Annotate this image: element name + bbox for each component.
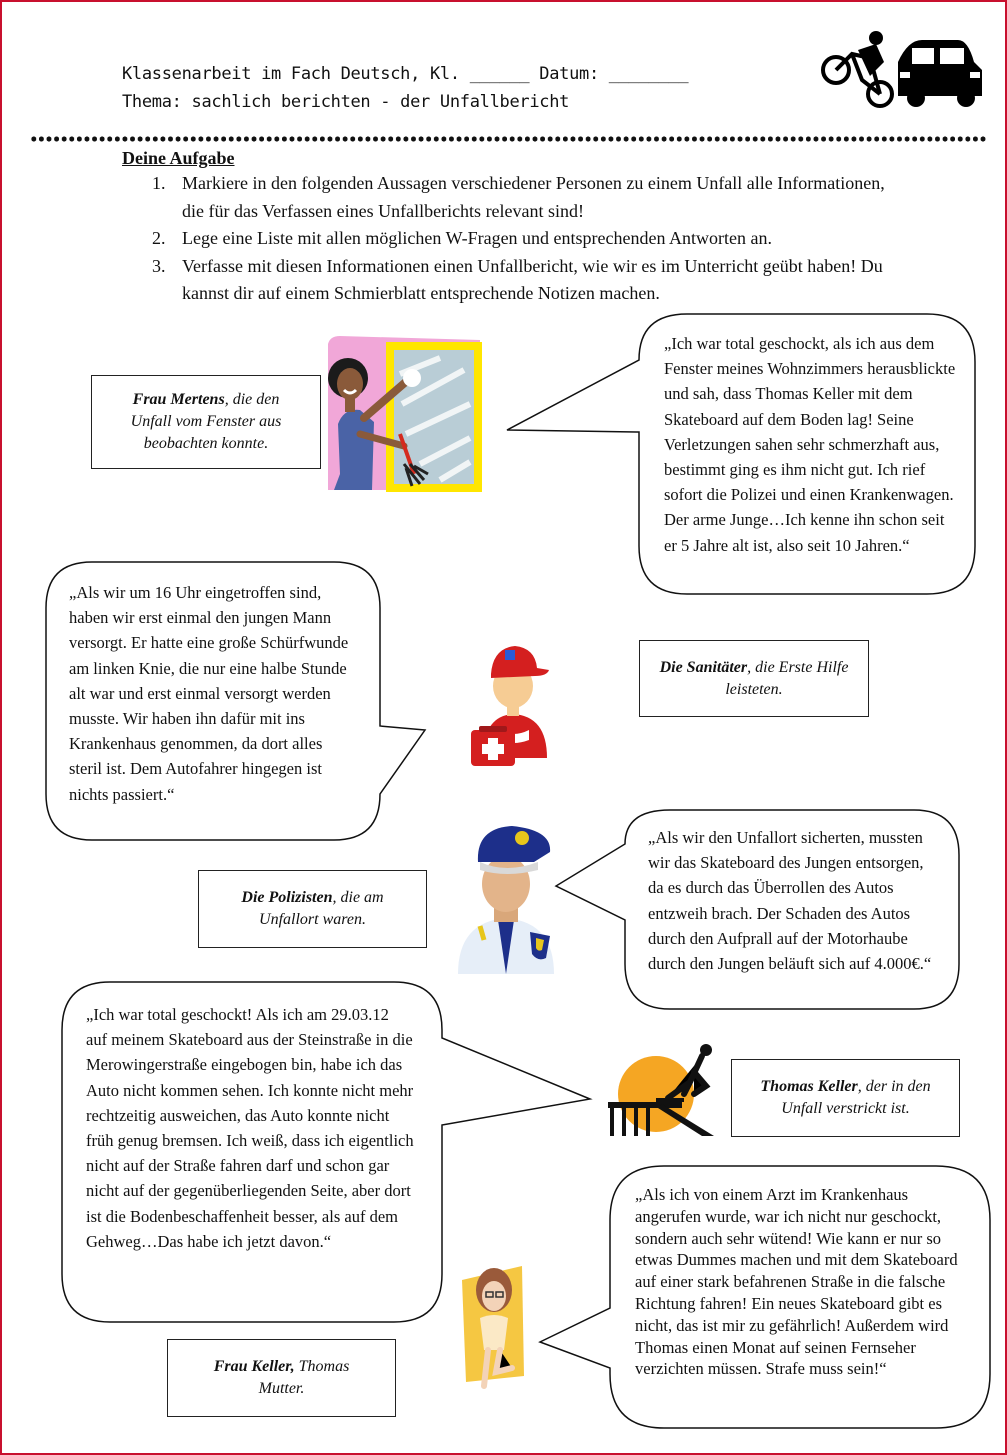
label-name: Frau Keller, xyxy=(213,1358,295,1375)
label-role: , der in den Unfall verstrickt ist. xyxy=(781,1078,931,1117)
woman-window-illustration xyxy=(320,334,488,494)
police-officer-illustration xyxy=(454,822,558,982)
task-number: 1. xyxy=(152,173,166,193)
task-text: Markiere in den folgenden Aussagen verschiedener Personen zu einem Unfall alle Informationen, die für das Verfassen eines Unfallberichts relevant sind! xyxy=(182,173,885,221)
label-name: Frau Mertens xyxy=(132,391,225,408)
label-sanitaeter xyxy=(639,640,869,717)
label-polizisten xyxy=(198,870,427,948)
header-line-2: Thema: sachlich berichten - der Unfallbericht xyxy=(122,92,570,112)
quote-mertens: „Ich war total geschockt, als ich aus dem Fenster meines Wohnzimmers herausblickte und sah, dass Thomas Keller mit dem Skateboard auf dem Boden lag! Seine Verletzungen sahen sehr schmerzhaft aus, bestimmt ging es ihm nicht gut. Ich rief sofort die Polizei und einen Krankenwagen. Der arme Junge…Ich kenne ihn schon seit er 5 Jahre alt ist, also seit 10 Jahren.“ xyxy=(664,334,956,555)
header-line-1: Klassenarbeit im Fach Deutsch, Kl. ______ Datum: ________ xyxy=(122,64,689,84)
label-name: Die Sanitäter xyxy=(659,658,748,676)
label-mertens xyxy=(91,375,321,469)
task-title: Deine Aufgabe xyxy=(122,148,235,168)
skateboarder-illustration xyxy=(606,1042,716,1138)
label-role: , die am Unfallort waren. xyxy=(259,889,384,928)
mother-illustration xyxy=(456,1258,530,1392)
quote-polizisten: „Als wir den Unfallort sicherten, mussten wir das Skateboard des Jungen entsorgen, da es durch das Überrollen des Autos entzweih brach. Der Schaden des Autos durch den Aufprall auf der Motorhaube durch den Jungen beläuft sich auf 4.000€.“ xyxy=(648,828,932,974)
label-name: Thomas Keller xyxy=(760,1078,858,1095)
task-text: Lege eine Liste mit allen möglichen W-Fragen und entsprechenden Antworten an. xyxy=(182,228,772,248)
label-name: Die Polizisten xyxy=(241,889,333,906)
label-thomas xyxy=(731,1059,960,1137)
quote-frau-keller: „Als ich von einem Arzt im Krankenhaus angerufen wurde, war ich nicht nur geschockt, sondern auch sehr wütend! Wie kann er nur so etwas Dummes machen und mit dem Skateboard auf einer stark befahrenen Straße in die falsche Richtung fahren! Ein neues Skateboard gibt es nicht, das ist mir zu gefährlich! Außerdem wird Thomas einen Monat auf seinen Fernseher verzichten müssen. Strafe muss sein!“ xyxy=(635,1185,958,1379)
quote-sanitaeter: „Als wir um 16 Uhr eingetroffen sind, haben wir erst einmal den jungen Mann versorgt. Er hatte eine große Schürfwunde am linken Knie, die nur eine halbe Stunde alt war und erst einmal versorgt werden musste. Wir haben ihn dafür mit ins Krankenhaus genommen, da dort alles steril ist. Dem Autofahrer hingegen ist nichts passiert.“ xyxy=(69,583,349,804)
label-role: Thomas Mutter. xyxy=(258,1358,350,1397)
label-frau-keller xyxy=(167,1339,396,1417)
paramedic-illustration xyxy=(469,634,557,768)
label-role: , die Erste Hilfe leisteten. xyxy=(725,658,849,698)
task-number: 2. xyxy=(152,228,166,248)
task-text: Verfasse mit diesen Informationen einen Unfallbericht, wie wir es im Unterricht geübt haben! Du kannst dir auf einem Schmierblatt entsprechende Notizen machen. xyxy=(182,255,883,303)
task-number: 3. xyxy=(152,255,166,276)
label-role: , die den Unfall vom Fenster aus beobachten konnte. xyxy=(130,391,282,452)
quote-thomas: „Ich war total geschockt! Als ich am 29.03.12 auf meinem Skateboard aus der Steinstraße in die Merowingerstraße eingebogen bin, habe ich das Auto nicht kommen sehen. Ich konnte nicht mehr rechtzeitig ausweichen, das Auto konnte nicht früh genug bremsen. Ich weiß, dass ich eigentlich nicht auf der Straße fahren darf und schon gar nicht auf der gegenüberliegenden Seite, aber dort ist die Bodenbeschaffenheit besser, als auf dem Gehweg…Das habe ich jetzt davon.“ xyxy=(86,1005,414,1251)
